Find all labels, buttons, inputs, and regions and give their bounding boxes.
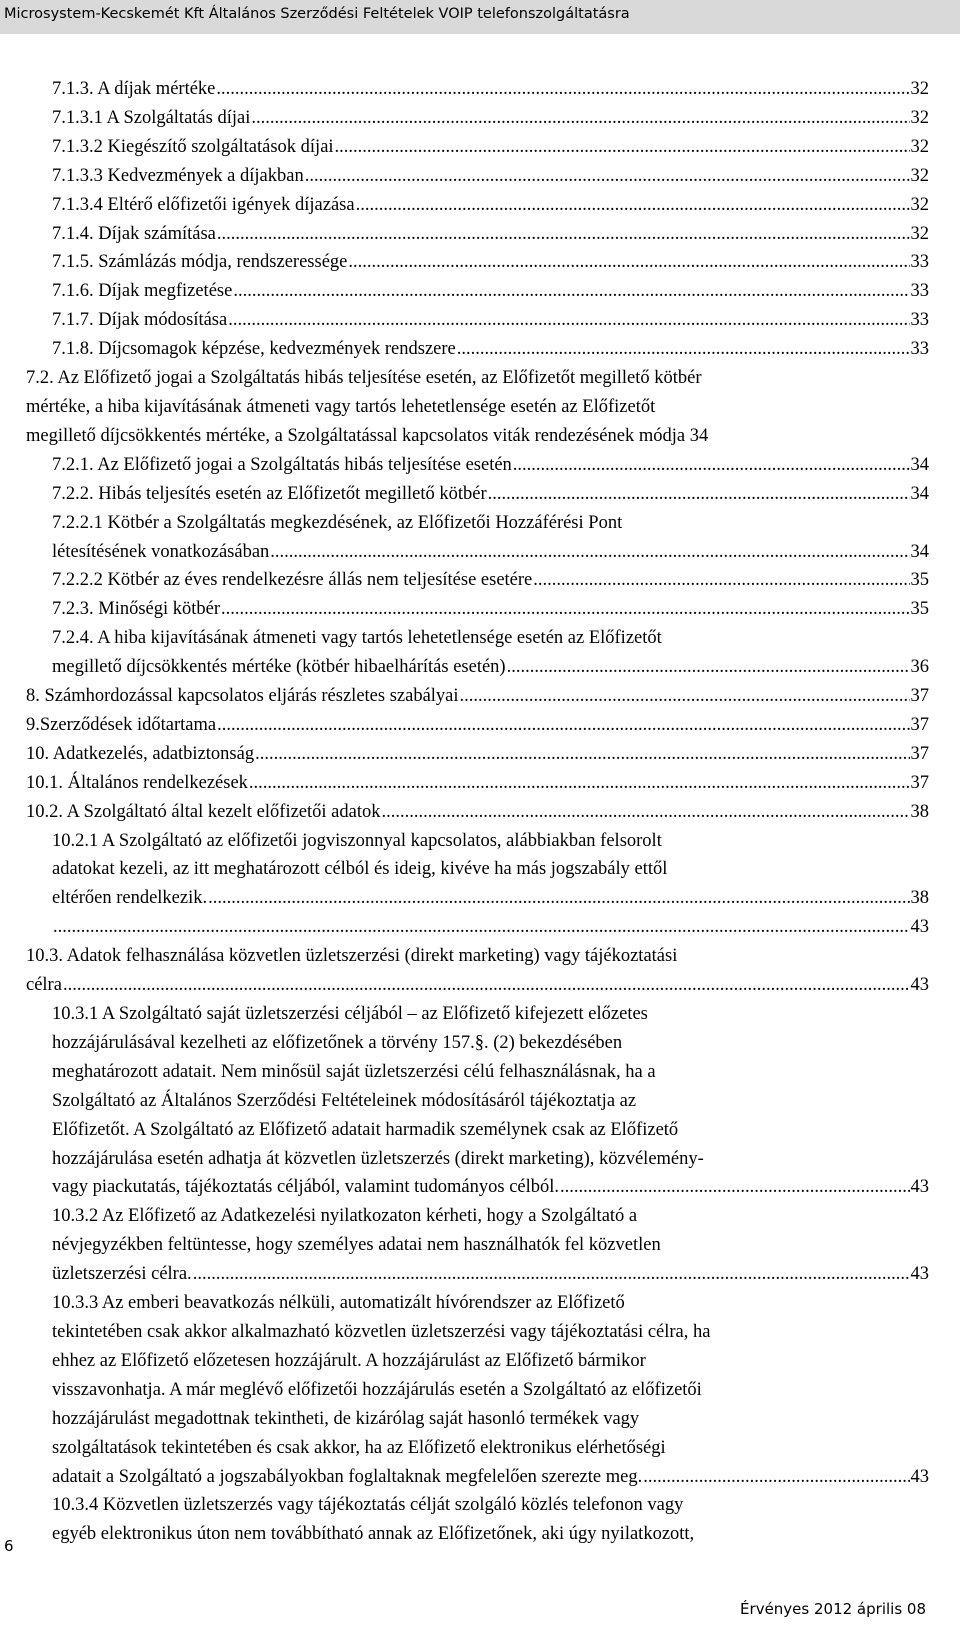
toc-entry-title: 7.1.7. Díjak módosítása [52,310,228,331]
toc-entry-title: célra [26,975,62,996]
toc-entry[interactable] [0,104,929,133]
toc-page-number: 38 [910,801,929,822]
toc-entry-line: 10.3.3 Az emberi beavatkozás nélküli, automatizált hívórendszer az Előfizető [52,1293,625,1314]
toc-entry-text [52,1000,929,1173]
table-of-contents [0,75,960,1549]
toc-entry-title: 7.1.3.2 Kiegészítő szolgáltatások díjai [52,136,334,157]
toc-entry-line: tekintetében csak akkor alkalmazható közvetlen üzletszerzési vagy tájékoztatási célra, ha [52,1321,711,1342]
toc-entry[interactable] [0,248,929,277]
toc-page-number: 33 [910,252,929,273]
toc-entry-title: 10.1. Általános rendelkezések [26,772,248,793]
toc-entry-title: 7.1.3.4 Eltérő előfizetői igények díjazása [52,194,355,215]
toc-page-number: 33 [910,339,929,360]
toc-entry-text [26,942,929,971]
toc-entry[interactable] [0,913,929,942]
toc-dot-leader [335,133,910,162]
toc-entry-line: ehhez az Előfizető előzetesen hozzájárult. A hozzájárulást az Előfizető bármikor [52,1350,646,1371]
toc-entry-title: 10. Adatkezelés, adatbiztonság [26,743,255,764]
toc-page-number: 38 [910,888,929,909]
toc-page-number: 33 [910,281,929,302]
toc-entry[interactable] [0,624,929,682]
toc-entry-title: 7.2.2. Hibás teljesítés esetén az Előfizetőt megillető kötbér [52,483,487,504]
toc-entry-title: 7.1.3.3 Kedvezmények a díjakban [52,165,304,186]
toc-page-number: 32 [910,165,929,186]
toc-entry-title: 7.2.3. Minőségi kötbér [52,599,221,620]
toc-entry-line: hozzájárulása esetén adhatja át közvetlen üzletszerzés (direkt marketing), közvélemény- [52,1148,704,1169]
toc-entry-line: 10.3.1 A Szolgáltató saját üzletszerzési céljából – az Előfizető kifejezett előzetes [52,1004,648,1024]
toc-page-number: 33 [910,310,929,331]
toc-entry[interactable] [0,451,929,480]
toc-entry-title: 7.1.8. Díjcsomagok képzése, kedvezmények rendszere [52,339,456,360]
toc-entry[interactable] [0,1000,929,1202]
toc-dot-leader [63,971,910,1000]
toc-entry-title: létesítésének vonatkozásában [52,541,270,562]
toc-entry[interactable] [0,1202,929,1289]
toc-entry-title: vagy piackutatás, tájékoztatás céljából, valamint tudományos célból. [52,1177,560,1198]
toc-entry-text [52,624,929,653]
toc-entry[interactable] [0,1491,929,1549]
toc-dot-leader [270,538,909,567]
toc-dot-leader [513,451,910,480]
document-header-title: Microsystem-Kecskemét Kft Általános Szerződési Feltételek VOIP telefonszolgáltatásra [4,6,630,22]
toc-entry-line: visszavonhatja. A már meglévő előfizetői hozzájárulás esetén a Szolgáltató az előfizetői [52,1379,702,1400]
toc-page-number: 34 [910,454,929,475]
toc-entry[interactable] [0,480,929,509]
toc-page-number: 43 [910,1466,929,1487]
toc-dot-leader [643,1463,909,1492]
toc-entry-title: 10.2. A Szolgáltató által kezelt előfizetői adatok [26,801,381,822]
toc-page-number: 32 [910,136,929,157]
toc-entry[interactable] [0,191,929,220]
toc-dot-leader [488,480,910,509]
toc-dot-leader [217,220,910,249]
toc-page-number: 43 [910,1177,929,1198]
toc-entry-title: 7.1.4. Díjak számítása [52,223,216,244]
toc-entry-text [52,509,929,538]
toc-entry-line: adatokat kezeli, az itt meghatározott célból és ideig, kivéve ha más jogszabály ettől [52,859,668,880]
toc-page-number: 34 [910,483,929,504]
toc-entry-title: 9.Szerződések időtartama [26,714,217,735]
toc-entry-line: szolgáltatások tekintetében és csak akkor, ha az Előfizető elektronikus elérhetőségi [52,1437,666,1458]
toc-entry[interactable] [0,740,929,769]
toc-entry-text [52,1202,929,1260]
toc-entry-line: névjegyzékben feltüntesse, hogy személyes adatai nem használhatók fel közvetlen [52,1235,661,1256]
toc-entry[interactable] [0,75,929,104]
toc-entry-line: egyéb elektronikus úton nem továbbítható annak az Előfizetőnek, aki úgy nyilatkozott, [52,1524,695,1545]
toc-entry-line: hozzájárulásával kezelheti az előfizetőnek a törvény 157.§. (2) bekezdésében [52,1032,623,1053]
toc-entry-text [52,1289,929,1462]
toc-dot-leader [217,711,909,740]
toc-dot-leader [381,798,909,827]
toc-entry-title: 7.1.3.1 A Szolgáltatás díjai [52,107,251,128]
toc-page-number: 32 [910,223,929,244]
toc-entry[interactable] [0,335,929,364]
toc-dot-leader [460,682,910,711]
toc-entry-title: 7.1.6. Díjak megfizetése [52,281,233,302]
toc-page-number: 43 [910,1264,929,1285]
toc-page-number: 36 [910,657,929,678]
toc-dot-leader [249,769,910,798]
toc-entry[interactable] [0,277,929,306]
toc-dot-leader [356,191,910,220]
toc-entry-line: 10.3.2 Az Előfizető az Adatkezelési nyilatkozaton kérheti, hogy a Szolgáltató a [52,1206,638,1227]
toc-entry-line: 7.2. Az Előfizető jogai a Szolgáltatás hibás teljesítése esetén, az Előfizetőt megillető kötbér [26,368,702,389]
toc-dot-leader [348,248,909,277]
toc-dot-leader [53,913,910,942]
toc-dot-leader [533,566,909,595]
toc-entry[interactable] [0,942,929,1000]
toc-entry[interactable] [0,682,929,711]
toc-entry-text [52,827,929,885]
toc-entry-title: 7.2.1. Az Előfizető jogai a Szolgáltatás hibás teljesítése esetén [52,454,512,475]
toc-dot-leader [255,740,909,769]
toc-entry[interactable] [0,306,929,335]
toc-dot-leader [305,162,910,191]
toc-entry-title: adatait a Szolgáltató a jogszabályokban foglaltaknak megfelelően szerezte meg. [52,1466,643,1487]
toc-entry[interactable] [0,162,929,191]
toc-dot-leader [193,1260,910,1289]
toc-page-number: 37 [910,714,929,735]
toc-dot-leader [216,75,909,104]
toc-entry-line: 7.2.2.1 Kötbér a Szolgáltatás megkezdésének, az Előfizetői Hozzáférési Pont [52,512,623,533]
toc-page-number: 37 [910,772,929,793]
toc-page-number: 43 [910,917,929,938]
toc-entry[interactable] [0,595,929,624]
toc-entry[interactable] [0,220,929,249]
toc-dot-leader [233,277,909,306]
toc-entry-line: 10.3. Adatok felhasználása közvetlen üzletszerzési (direkt marketing) vagy tájékoztatási [26,946,678,967]
toc-entry-title: üzletszerzési célra. [52,1264,192,1285]
toc-entry-line: 7.2.4. A hiba kijavításának átmeneti vagy tartós lehetetlensége esetén az Előfizetőt [52,628,662,649]
toc-entry-line: Előfizetőt. A Szolgáltató az Előfizető adatait harmadik személynek csak az Előfizető [52,1119,679,1140]
toc-entry-title: 7.1.3. A díjak mértéke [52,79,216,99]
toc-dot-leader [457,335,910,364]
footer-validity-date: Érvényes 2012 április 08 [740,1600,926,1618]
page-number: 6 [4,1537,14,1555]
toc-entry-line: 10.2.1 A Szolgáltató az előfizetői jogviszonnyal kapcsolatos, alábbiakban felsorolt [52,830,662,851]
toc-entry[interactable] [0,364,929,451]
toc-entry-line: mértéke, a hiba kijavításának átmeneti vagy tartós lehetetlensége esetén az Előfizetőt [26,396,656,417]
toc-entry[interactable] [0,711,929,740]
toc-entry[interactable] [0,827,929,914]
toc-entry-text [26,364,929,451]
toc-entry-title: eltérően rendelkezik. [52,888,208,909]
toc-page-number: 35 [910,599,929,620]
toc-entry-title: 7.2.2.2 Kötbér az éves rendelkezésre állás nem teljesítése esetére [52,570,533,591]
header-bar [0,0,960,34]
toc-entry-title: 8. Számhordozással kapcsolatos eljárás részletes szabályai [26,686,459,707]
toc-entry[interactable] [0,566,929,595]
toc-entry-line: 10.3.4 Közvetlen üzletszerzés vagy tájékoztatás célját szolgáló közlés telefonon vagy [52,1495,684,1516]
toc-dot-leader [560,1173,909,1202]
toc-entry-title: megillető díjcsökkentés mértéke (kötbér hibaelhárítás esetén) [52,657,506,678]
toc-entry-text [52,1491,929,1549]
toc-entry[interactable] [0,769,929,798]
toc-entry-line: Szolgáltató az Általános Szerződési Feltételeinek módosításáról tájékoztatja az [52,1090,637,1111]
toc-page-number: 43 [910,975,929,996]
toc-dot-leader [221,595,909,624]
toc-page-number: 32 [910,107,929,128]
toc-entry[interactable] [0,509,929,567]
toc-page-number: 34 [910,541,929,562]
toc-entry-title: 7.1.5. Számlázás módja, rendszeressége [52,252,348,273]
toc-page-number: 32 [910,194,929,215]
toc-dot-leader [507,653,910,682]
toc-entry-line: meghatározott adatait. Nem minősül saját üzletszerzési célú felhasználásnak, ha a [52,1061,656,1082]
toc-page-number: 37 [910,686,929,707]
toc-dot-leader [251,104,909,133]
toc-page-number: 35 [910,570,929,591]
toc-entry-line: megillető díjcsökkentés mértéke, a Szolgáltatással kapcsolatos viták rendezésének módja 34 [26,425,709,446]
toc-dot-leader [208,884,909,913]
toc-dot-leader [228,306,909,335]
toc-entry[interactable] [0,798,929,827]
toc-page-number: 32 [910,79,929,99]
toc-entry[interactable] [0,133,929,162]
toc-entry[interactable] [0,1289,929,1491]
toc-entry-line: hozzájárulást megadottnak tekintheti, de kizárólag saját hasonló termékek vagy [52,1408,640,1429]
toc-page-number: 37 [910,743,929,764]
